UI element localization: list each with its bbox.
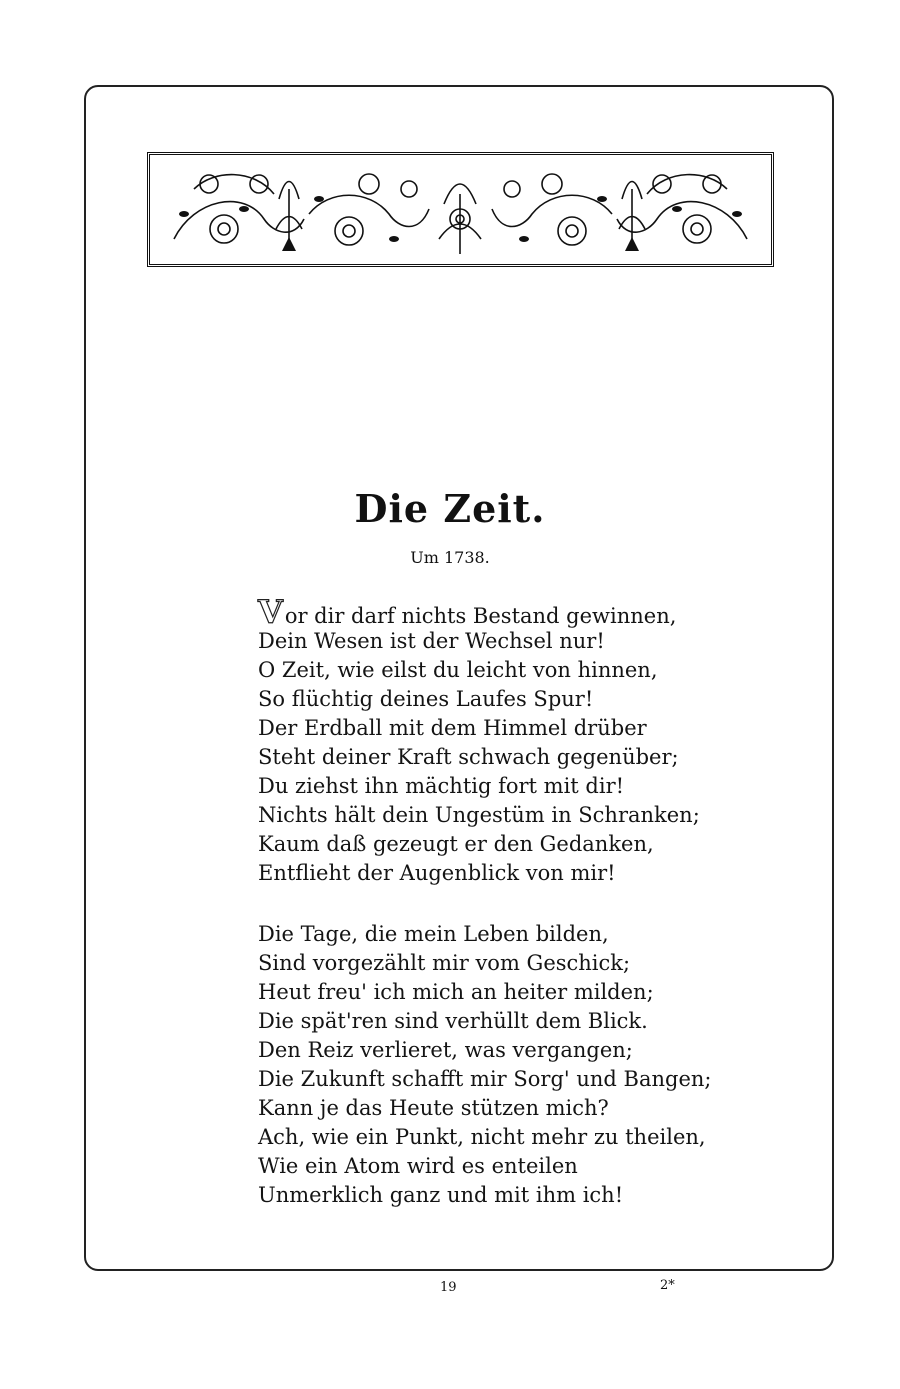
verse-line bbox=[258, 593, 700, 631]
verse-line: Kaum daß gezeugt er den Gedanken, bbox=[258, 832, 654, 856]
decorative-header-ornament bbox=[147, 152, 774, 267]
stanza-2 bbox=[258, 920, 711, 1210]
verse-line: Den Reiz verlieret, was vergangen; bbox=[258, 1038, 633, 1062]
poem-title: Die Zeit. bbox=[354, 486, 546, 531]
verse-line: Sind vorgezählt mir vom Geschick; bbox=[258, 951, 631, 975]
ornament-icon bbox=[154, 159, 767, 260]
verse-line: Dein Wesen ist der Wechsel nur! bbox=[258, 629, 605, 653]
verse-line: Steht deiner Kraft schwach gegenüber; bbox=[258, 745, 679, 769]
verse-line: Nichts hält dein Ungestüm in Schranken; bbox=[258, 803, 700, 827]
verse-line: Wie ein Atom wird es enteilen bbox=[258, 1154, 578, 1178]
page-number: 19 bbox=[440, 1280, 457, 1295]
verse-line: Ach, wie ein Punkt, nicht mehr zu theilen, bbox=[258, 1125, 706, 1149]
verse-line: O Zeit, wie eilst du leicht von hinnen, bbox=[258, 658, 658, 682]
stanza-1 bbox=[258, 593, 700, 888]
verse-line: Kann je das Heute stützen mich? bbox=[258, 1096, 609, 1120]
signature-mark: 2* bbox=[660, 1278, 675, 1293]
verse-line: Der Erdball mit dem Himmel drüber bbox=[258, 716, 647, 740]
poem-date: Um 1738. bbox=[410, 548, 490, 567]
verse-line: Entflieht der Augenblick von mir! bbox=[258, 861, 616, 885]
verse-line: Heut freu' ich mich an heiter milden; bbox=[258, 980, 654, 1004]
drop-cap-initial: V bbox=[258, 593, 283, 631]
verse-line: Du ziehst ihn mächtig fort mit dir! bbox=[258, 774, 625, 798]
verse-line-text: or dir darf nichts Bestand gewinnen, bbox=[284, 604, 677, 628]
verse-line: Unmerklich ganz und mit ihm ich! bbox=[258, 1183, 624, 1207]
verse-line: Die Zukunft schafft mir Sorg' und Bangen; bbox=[258, 1067, 712, 1091]
verse-line: So flüchtig deines Laufes Spur! bbox=[258, 687, 594, 711]
verse-line: Die Tage, die mein Leben bilden, bbox=[258, 922, 609, 946]
verse-line: Die spät'ren sind verhüllt dem Blick. bbox=[258, 1009, 648, 1033]
